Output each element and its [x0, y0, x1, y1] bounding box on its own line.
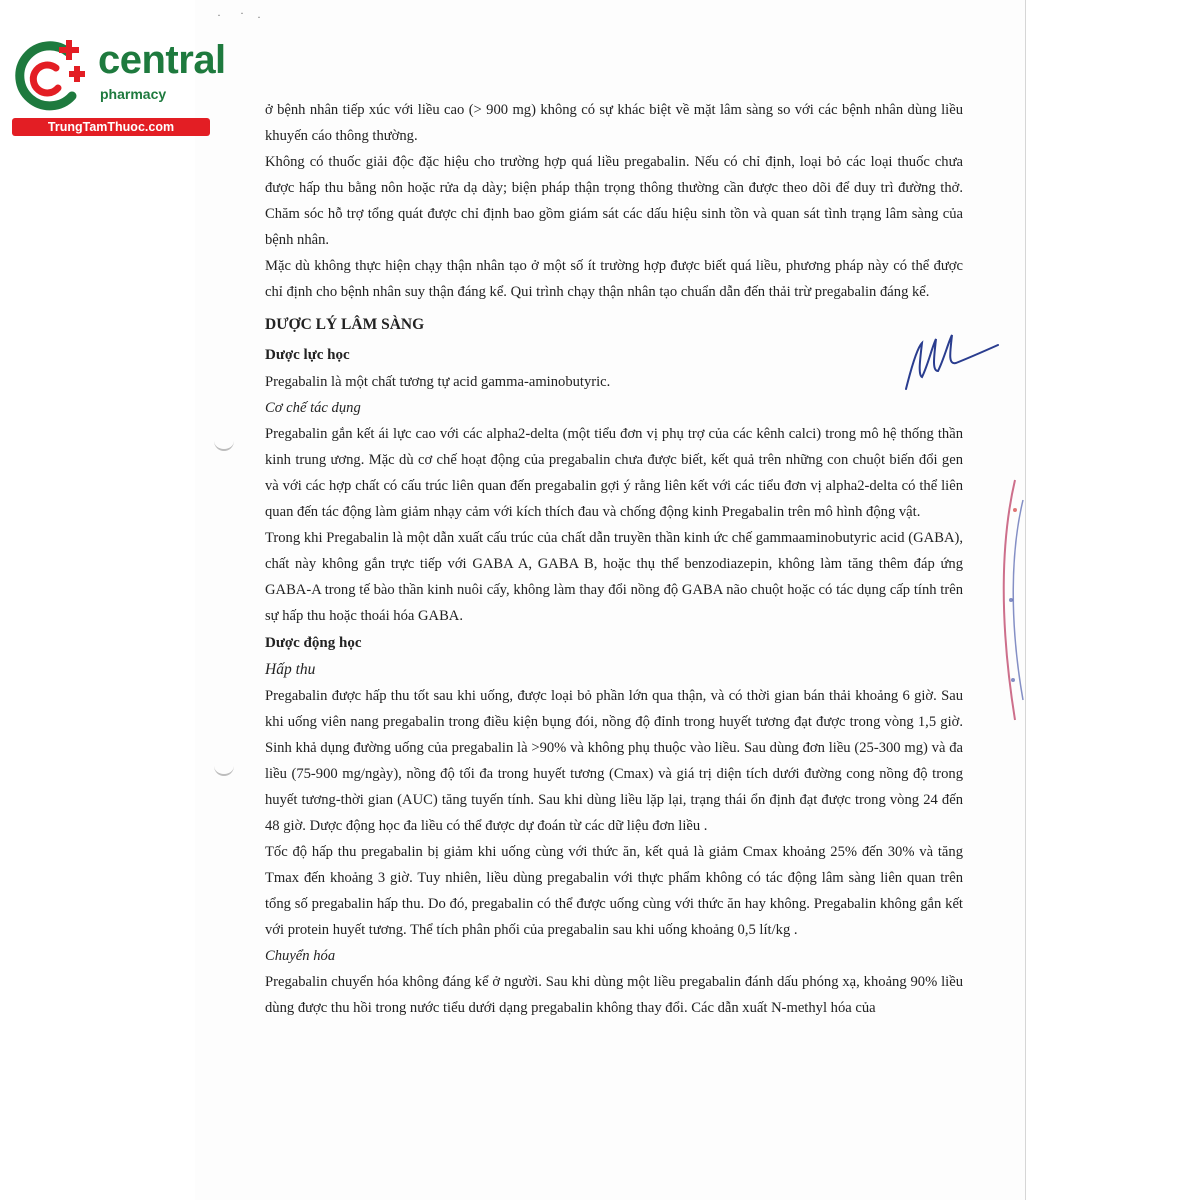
- paragraph: Pregabalin gắn kết ái lực cao với các alpha2-delta (một tiểu đơn vị phụ trợ của các kênh calci) trong mô hệ thống thần kinh trung ương. Mặc dù cơ chế hoạt động của pregabalin chưa được biết, kết quả trên những con chuột biến đổi gen và với các hợp chất có cấu trúc liên quan đến pregabalin gợi ý rằng liên kết với các tiểu đơn vị alpha2-delta có thể liên quan đến tác động làm giảm nhạy cảm với kích thích đau và chống động kinh Pregabalin trên mô hình động vật.: [265, 426, 963, 520]
- scan-speck: ·: [257, 10, 261, 24]
- italic-subheading: Cơ chế tác dụng: [265, 400, 361, 416]
- logo-mark-icon: [10, 38, 94, 116]
- paragraph: Pregabalin là một chất tương tự acid gamma-aminobutyric.: [265, 374, 611, 390]
- paragraph: Không có thuốc giải độc đặc hiệu cho trường hợp quá liều pregabalin. Nếu có chỉ định, loại bỏ các loại thuốc chưa được hấp thu bằng nôn hoặc rửa dạ dày; biện pháp thận trọng thông thường cần được theo dõi để duy trì đường thở. Chăm sóc hỗ trợ tổng quát được chỉ định bao gồm giám sát các dấu hiệu sinh tồn và quan sát tình trạng lâm sàng của bệnh nhân.: [265, 154, 963, 248]
- brand-name: central: [98, 38, 226, 82]
- official-stamp-fragment: [985, 470, 1025, 730]
- italic-subheading: Chuyển hóa: [265, 948, 336, 964]
- paragraph: Trong khi Pregabalin là một dẫn xuất cấu trúc của chất dẫn truyền thần kinh ức chế gammaaminobutyric acid (GABA), chất này không gắn trực tiếp với GABA A, GABA B, hoặc thụ thể benzodiazepin, không làm tăng thêm đáp ứng GABA-A trong tế bào thần kinh nuôi cấy, không làm thay đổi nồng độ GABA não chuột hoặc có tác dụng cấp tính trên sự hấp thu hoặc thoái hóa GABA.: [265, 530, 963, 624]
- paragraph: ở bệnh nhân tiếp xúc với liều cao (> 900 mg) không có sự khác biệt về mặt lâm sàng so với các bệnh nhân dùng liều khuyến cáo thông thường.: [265, 102, 963, 144]
- central-pharmacy-logo[interactable]: [10, 38, 226, 138]
- paragraph: Mặc dù không thực hiện chạy thận nhân tạo ở một số ít trường hợp được biết quá liều, phương pháp này có thể được chỉ định cho bệnh nhân suy thận đáng kể. Qui trình chạy thận nhân tạo chuẩn dẫn đến thải trừ pregabalin đáng kể.: [265, 258, 963, 300]
- paragraph: Pregabalin được hấp thu tốt sau khi uống, được loại bỏ phần lớn qua thận, và có thời gian bán thải khoảng 6 giờ. Sau khi uống viên nang pregabalin trong điều kiện bụng đói, nồng độ đỉnh trong huyết tương đạt được trong vòng 1,5 giờ. Sinh khả dụng đường uống của pregabalin là >90% và không phụ thuộc vào liều. Sau dùng đơn liều (25-300 mg) và đa liều (75-900 mg/ngày), nồng độ tối đa trong huyết tương (Cmax) và giá trị diện tích dưới đường cong nồng độ trong huyết tương-thời gian (AUC) tăng tuyến tính. Sau khi dùng liều lặp lại, trạng thái ổn định đạt được trong vòng 24 đến 48 giờ. Dược động học đa liều có thể được dự đoán từ các dữ liệu đơn liều .: [265, 688, 963, 834]
- brand-subtitle: pharmacy: [100, 86, 167, 102]
- paragraph: Pregabalin chuyển hóa không đáng kể ở người. Sau khi dùng một liều pregabalin đánh dấu phóng xạ, khoảng 90% liều dùng được thu hồi trong nước tiểu dưới dạng pregabalin không thay đổi. Các dẫn xuất N-methyl hóa của: [265, 974, 963, 1016]
- subsection-heading: Dược động học: [265, 635, 362, 651]
- scan-speck: ·: [217, 8, 221, 22]
- brand-site-banner: TrungTamThuoc.com: [12, 118, 210, 136]
- paragraph: Tốc độ hấp thu pregabalin bị giảm khi uống cùng với thức ăn, kết quả là giảm Cmax khoảng 25% đến 30% và tăng Tmax đến khoảng 3 giờ. Tuy nhiên, liều dùng pregabalin với thực phẩm không có tác động lâm sàng liên quan trên tổng số pregabalin hấp thu. Do đó, pregabalin có thể được uống cùng với thức ăn hay không. Pregabalin không gắn kết với protein huyết tương. Thể tích phân phối của pregabalin sau khi uống khoảng 0,5 lít/kg .: [265, 844, 963, 938]
- document-body: [265, 97, 963, 1021]
- section-heading: DƯỢC LÝ LÂM SÀNG: [265, 316, 425, 333]
- scan-speck: ·: [240, 6, 244, 20]
- italic-subheading: Hấp thu: [265, 661, 316, 678]
- subsection-heading: Dược lực học: [265, 347, 350, 363]
- handwritten-signature: [900, 325, 1005, 395]
